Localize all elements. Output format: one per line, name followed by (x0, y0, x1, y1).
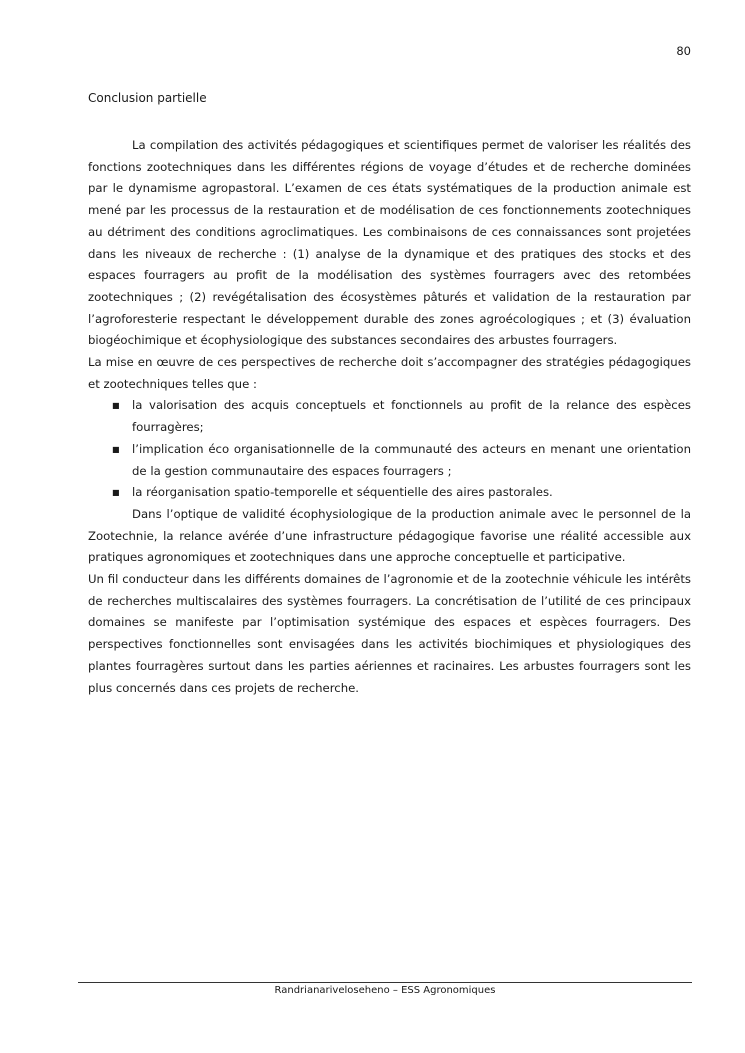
list-item-text: la réorganisation spatio-temporelle et séquentielle des aires pastorales. (132, 485, 553, 500)
section-heading: Conclusion partielle (88, 91, 207, 105)
body-text (88, 135, 691, 699)
list-item-text: l’implication éco organisationnelle de la communauté des acteurs en menant une orientation de la gestion communautaire des espaces fourragers ; (132, 441, 691, 478)
footer-divider (78, 982, 692, 983)
paragraph-conclusion: Un fil conducteur dans les différents domaines de l’agronomie et de la zootechnie véhicule les intérêts de recherches multiscalaires des systèmes fourragers. La concrétisation de l’utilité de ces principaux domaines se manifeste par l’optimisation systémique des espaces et espèces fourragers. Des perspectives fonctionnelles sont envisagées dans les activités biochimiques et physiologiques des plantes fourragères surtout dans les parties aériennes et racinaires. Les arbustes fourragers sont les plus concernés dans ces projets de recherche. (88, 572, 691, 695)
list-item (88, 395, 691, 438)
paragraph-zootechnie: Dans l’optique de validité écophysiologique de la production animale avec le personnel de la Zootechnie, la relance avérée d’une infrastructure pédagogique favorise une réalité accessible aux pratiques agronomiques et zootechniques dans une approche conceptuelle et participative. (88, 506, 691, 565)
paragraph-perspectives: La mise en œuvre de ces perspectives de recherche doit s’accompagner des stratégies pédagogiques et zootechniques telles que : (88, 355, 691, 391)
list-item-text: la valorisation des acquis conceptuels et fonctionnels au profit de la relance des espèces fourragères; (132, 398, 691, 435)
square-bullet-icon (112, 482, 120, 504)
paragraph-intro: La compilation des activités pédagogiques et scientifiques permet de valoriser les réalités des fonctions zootechniques dans les différentes régions de voyage d’études et de recherche dominées par le dynamisme agropastoral. L’examen de ces états systématiques de la production animale est mené par les processus de la restauration et de modélisation de ces fonctionnements zootechniques au détriment des conditions agroclimatiques. Les combinaisons de ces connaissances sont projetées dans les niveaux de recherche : (1) analyse de la dynamique et des pratiques des stocks et des espaces fourragers au profit de la modélisation des systèmes fourragers avec des retombées zootechniques ; (2) revégétalisation des écosystèmes pâturés et validation de la restauration par l’agroforesterie respectant le développement durable des zones agroécologiques ; et (3) évaluation biogéochimique et écophysiologique des substances secondaires des arbustes fourragers. (88, 138, 691, 348)
square-bullet-icon (112, 439, 120, 461)
list-item (88, 439, 691, 482)
footer-author: Randrianariveloseheno – ESS Agronomiques (274, 985, 496, 996)
page-number: 80 (676, 44, 691, 58)
square-bullet-icon (112, 395, 120, 417)
list-item (88, 482, 691, 504)
strategy-list (88, 395, 691, 504)
